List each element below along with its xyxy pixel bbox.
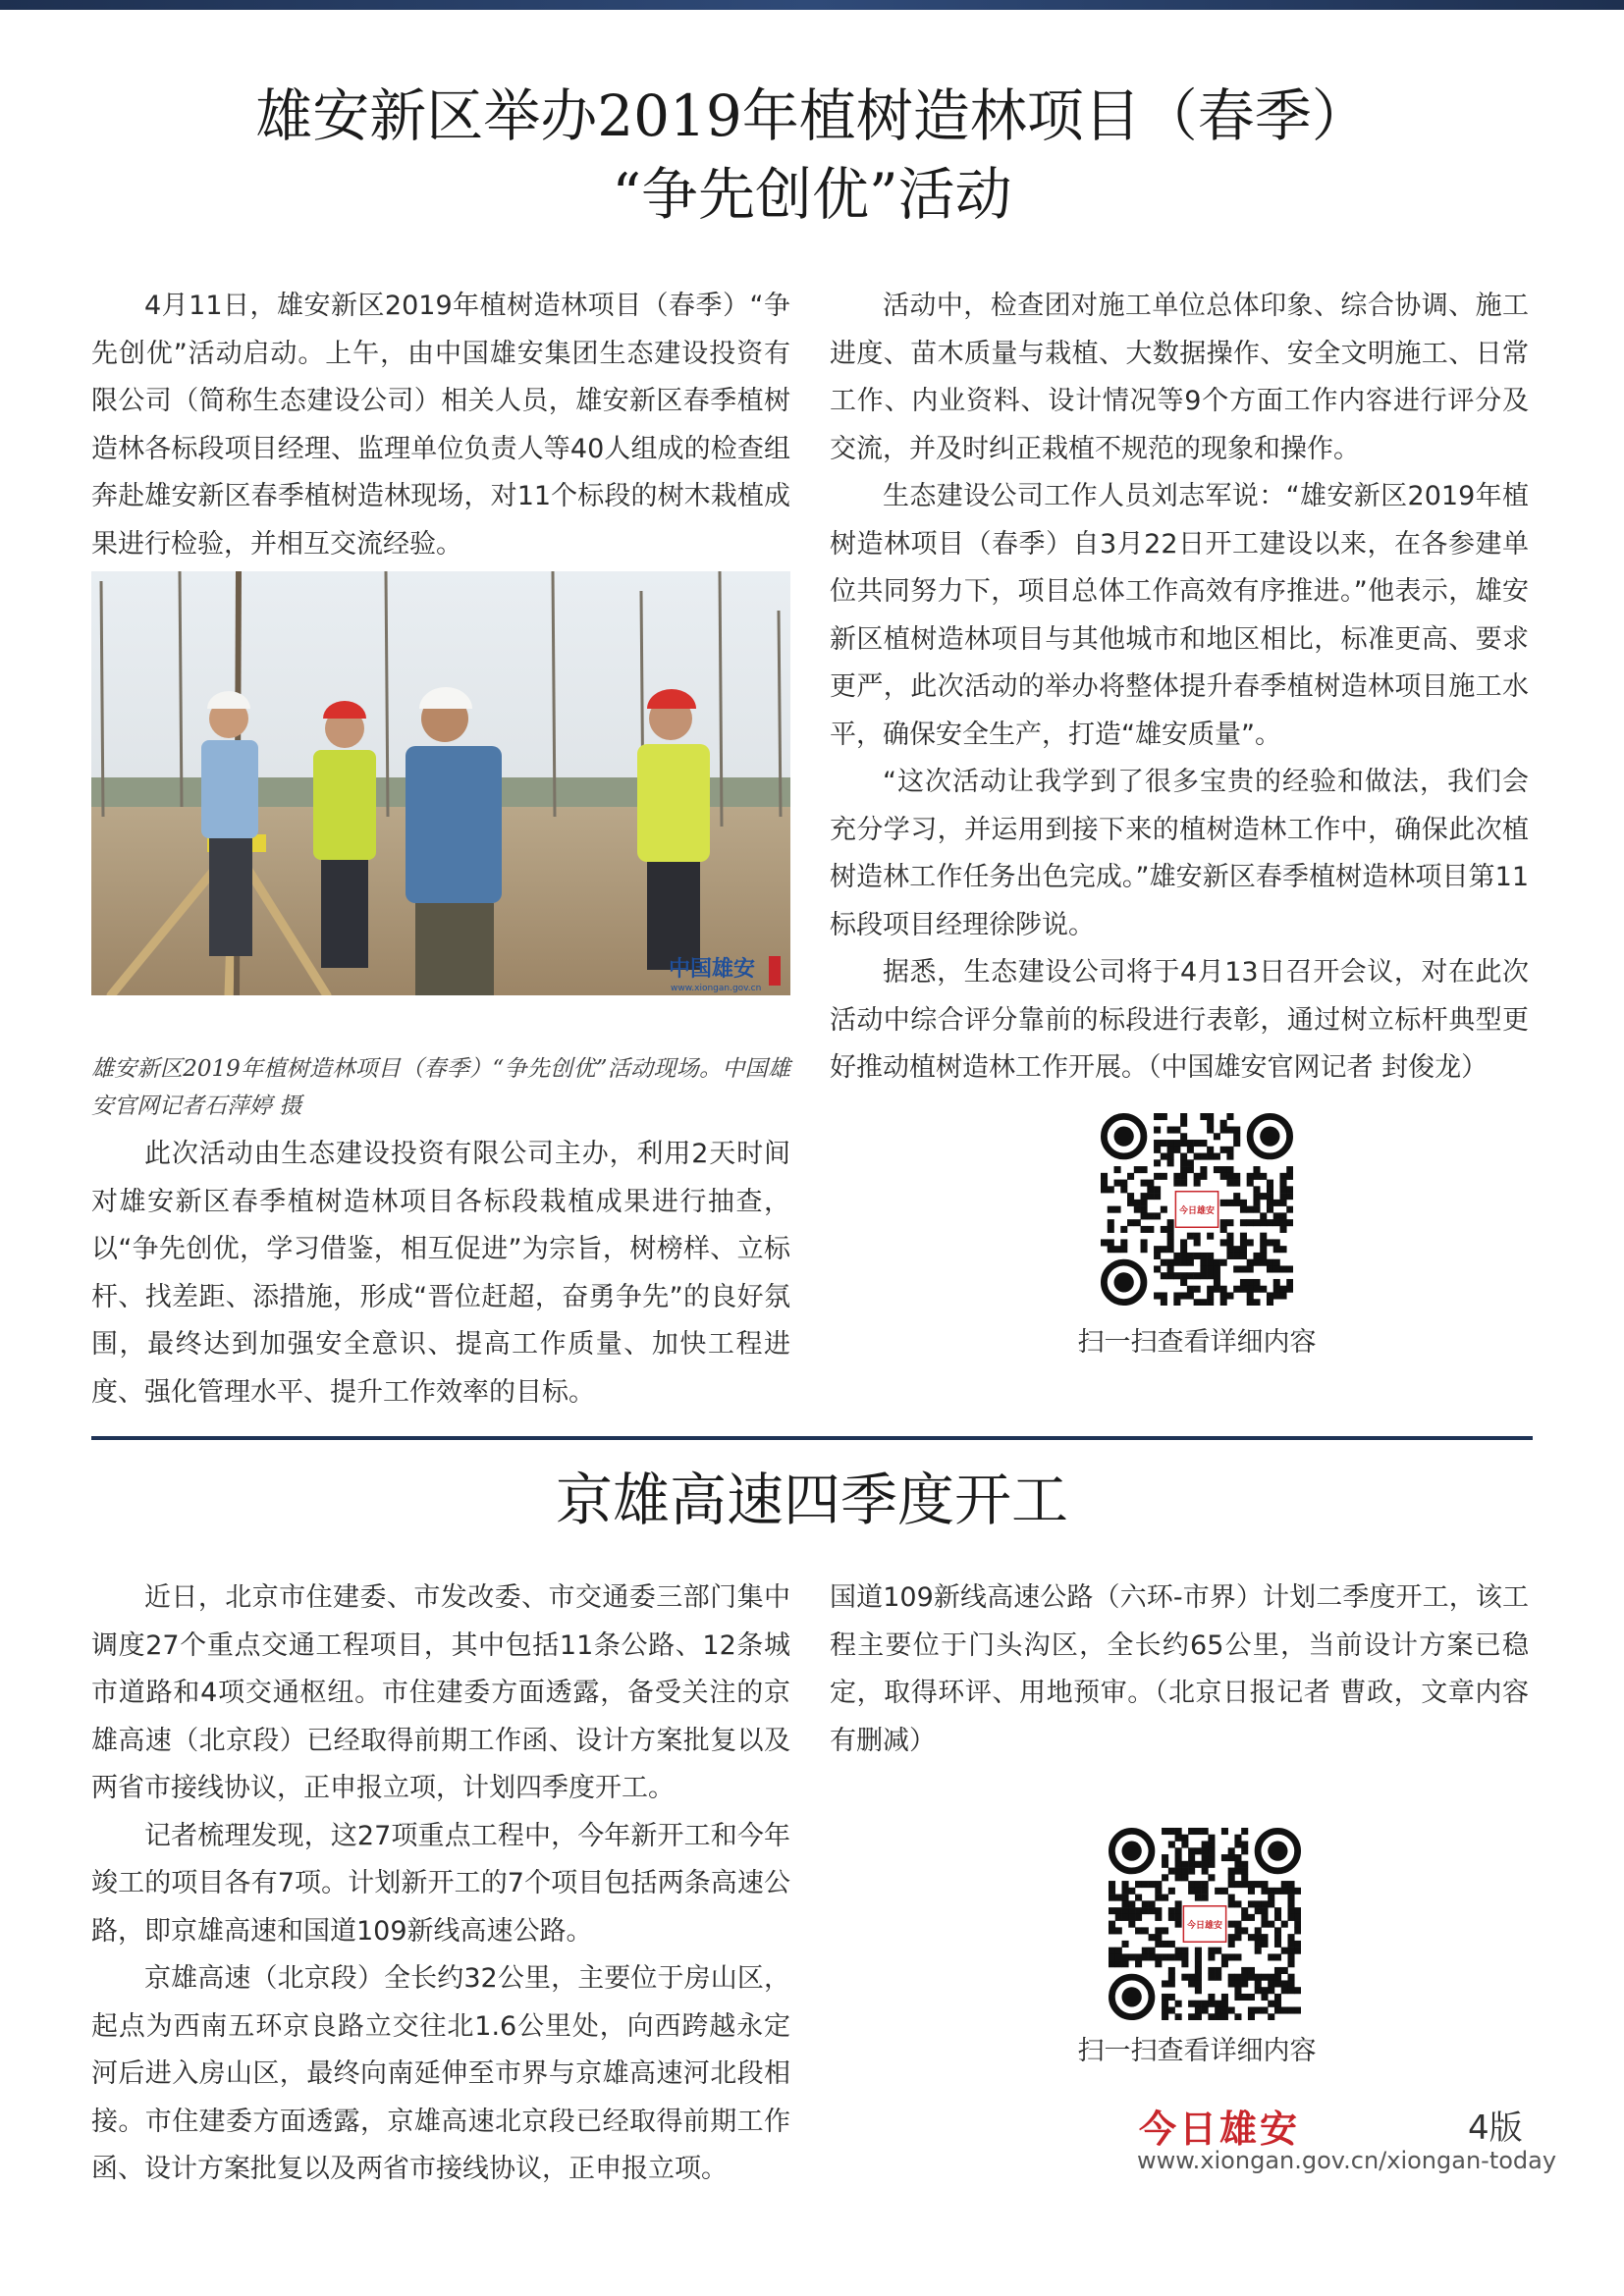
photo-watermark-logo: 中国雄安 — [669, 956, 756, 982]
article1-title-line2: “争先创优”活动 — [612, 161, 1012, 228]
article2-title: 京雄高速四季度开工 — [555, 1467, 1068, 1533]
photo-watermark-url: www.xiongan.gov.cn — [671, 984, 762, 993]
top-accent-bar — [0, 0, 1624, 10]
article1-right-column — [830, 283, 1529, 1093]
qr-center-logo: 今日雄安 — [1186, 1921, 1223, 1931]
article1-qr-code[interactable] — [1101, 1113, 1293, 1306]
article1-title-line1: 雄安新区举办2019年植树造林项目（春季） — [255, 82, 1369, 149]
article2-paragraph: 京雄高速（北京段）全长约32公里，主要位于房山区，起点为西南五环京良路立交往北1.6公里处，向西跨越永定河后进入房山区，最终向南延伸至市界与京雄高速河北段相接。市住建委方面透露，京雄高速北京段已经取得前期工作函、设计方案批复以及两省市接线协议，正申报立项。 — [91, 1963, 790, 2184]
article1-paragraph: 活动中，检查团对施工单位总体印象、综合协调、施工进度、苗木质量与栽植、大数据操作、安全文明施工、日常工作、内业资料、设计情况等9个方面工作内容进行评分及交流，并及时纠正栽植不规范的现象和操作。 — [830, 291, 1529, 464]
qr-center-logo: 今日雄安 — [1178, 1206, 1216, 1216]
article1-qr-label: 扫一扫查看详细内容 — [1077, 1327, 1317, 1358]
article1-photo — [91, 571, 790, 995]
article2-qr-code[interactable] — [1109, 1828, 1301, 2020]
article1-left-column — [91, 283, 790, 568]
article2-right-column — [830, 1575, 1529, 1765]
article1-paragraph: 生态建设公司工作人员刘志军说：“雄安新区2019年植树造林项目（春季）自3月22日开工建设以来，在各参建单位共同努力下，项目总体工作高效有序推进。”他表示，雄安新区植树造林项目与其他城市和地区相比，标准更高、要求更严，此次活动的举办将整体提升春季植树造林项目施工水平，确保安全生产，打造“雄安质量”。 — [830, 481, 1529, 750]
article1-paragraph: 据悉，生态建设公司将于4月13日召开会议，对在此次活动中综合评分靠前的标段进行表彰，通过树立标杆典型更好推动植树造林工作开展。（中国雄安官网记者 封俊龙） — [830, 957, 1529, 1083]
article1-paragraph: 此次活动由生态建设投资有限公司主办，利用2天时间对雄安新区春季植树造林项目各标段栽植成果进行抽查，以“争先创优，学习借鉴，相互促进”为宗旨，树榜样、立标杆、找差距、添措施，形成“晋位赶超，奋勇争先”的良好氛围，最终达到加强安全意识、提高工作质量、加快工程进度、强化管理水平、提升工作效率的目标。 — [91, 1139, 790, 1408]
article2-paragraph: 记者梳理发现，这27项重点工程中，今年新开工和今年竣工的项目各有7项。计划新开工的7个项目包括两条高速公路，即京雄高速和国道109新线高速公路。 — [91, 1820, 790, 1947]
article2-left-column — [91, 1575, 790, 2194]
article1-paragraph: 4月11日，雄安新区2019年植树造林项目（春季）“争先创优”活动启动。上午，由中国雄安集团生态建设投资有限公司（简称生态建设公司）相关人员，雄安新区春季植树造林各标段项目经理、监理单位负责人等40人组成的检查组奔赴雄安新区春季植树造林现场，对11个标段的树木栽植成果进行检验，并相互交流经验。 — [91, 291, 790, 560]
footer-url[interactable]: www.xiongan.gov.cn/xiongan-today — [1137, 2147, 1557, 2174]
article2-qr-label: 扫一扫查看详细内容 — [1077, 2036, 1317, 2066]
footer-brand-logo: 今日雄安 — [1139, 2107, 1301, 2151]
article2-paragraph: 近日，北京市住建委、市发改委、市交通委三部门集中调度27个重点交通工程项目，其中包括11条公路、12条城市道路和4项交通枢纽。市住建委方面透露，备受关注的京雄高速（北京段）已经取得前期工作函、设计方案批复以及两省市接线协议，正申报立项，计划四季度开工。 — [91, 1582, 790, 1803]
article1-paragraph: “这次活动让我学到了很多宝贵的经验和做法，我们会充分学习，并运用到接下来的植树造林工作中，确保此次植树造林工作任务出色完成。”雄安新区春季植树造林项目第11标段项目经理徐陟说。 — [830, 767, 1529, 940]
section-divider — [91, 1436, 1533, 1440]
article2-paragraph: 国道109新线高速公路（六环-市界）计划二季度开工，该工程主要位于门头沟区，全长约65公里，当前设计方案已稳定，取得环评、用地预审。（北京日报记者 曹政，文章内容有删减） — [830, 1582, 1529, 1756]
article1-left-column-2 — [91, 1131, 790, 1416]
page-number: 4版 — [1468, 2109, 1523, 2148]
article1-photo-caption: 雄安新区2019年植树造林项目（春季）“争先创优”活动现场。中国雄安官网记者石萍婷 摄 — [91, 1056, 790, 1119]
